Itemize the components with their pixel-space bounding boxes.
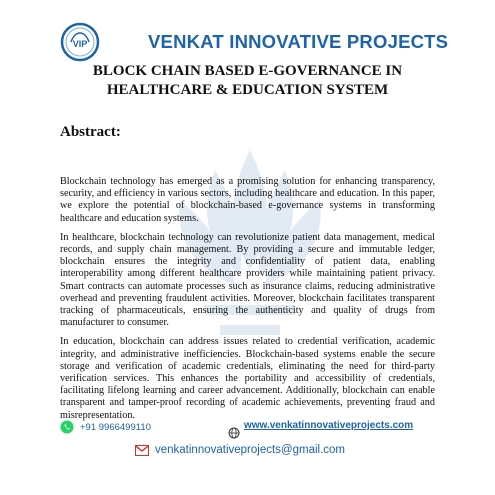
paragraph: In education, blockchain can address issues related to credential verification, academic integrity, and administrative inefficiencies. Blockchain-based systems enable the secure storage and verification of academic credentials, eliminating the need for third-party verification services. This enhances the portability and accessibility of credentials, facilitating lifelong learning and career advancement. Additionally, blockchain can enable transparent and tamper-proof recording of academic achievements, preventing fraud and misrepresentation.: [60, 336, 435, 421]
document-title: [40, 62, 455, 100]
logo-text: VIP: [72, 39, 88, 49]
phone-contact[interactable]: [60, 420, 151, 434]
title-line-2: HEALTHCARE & EDUCATION SYSTEM: [106, 82, 389, 98]
section-heading: Abstract:: [60, 124, 121, 140]
phone-number[interactable]: +91 9966499110: [80, 421, 151, 433]
title-line-1: BLOCK CHAIN BASED E-GOVERNANCE IN: [92, 63, 403, 79]
email-address[interactable]: venkatinnovativeprojects@gmail.com: [155, 444, 346, 456]
paragraph: Blockchain technology has emerged as a promising solution for enhancing transparency, security, and efficiency in various sectors, including healthcare and education. In this paper, we explore the potential of blockchain-based e-governance systems in transforming healthcare and education systems.: [60, 176, 435, 224]
whatsapp-icon: [60, 420, 74, 434]
paragraph: In healthcare, blockchain technology can revolutionize patient data management, medical records, and supply chain management. By providing a secure and immutable ledger, blockchain ensures the integrity and confidentiality of patient data, enabling interoperability among different healthcare providers while maintaining patient privacy. Smart contracts can automate processes such as insurance claims, reducing administrative overhead and preventing fraudulent activities. Moreover, blockchain facilitates transparent tracking of pharmaceuticals, ensuring the authenticity and quality of drugs from manufacturer to consumer.: [60, 231, 435, 329]
brand-name: VENKAT INNOVATIVE PROJECTS: [148, 31, 449, 52]
gmail-icon: [135, 445, 149, 456]
logo-emblem: [60, 22, 100, 62]
website-contact[interactable]: [228, 420, 413, 439]
page-header: [60, 22, 449, 62]
website-link[interactable]: www.venkatinnovativeprojects.com: [244, 420, 414, 431]
globe-icon: [228, 427, 240, 439]
abstract-body: [60, 176, 435, 429]
email-contact[interactable]: [135, 444, 345, 456]
